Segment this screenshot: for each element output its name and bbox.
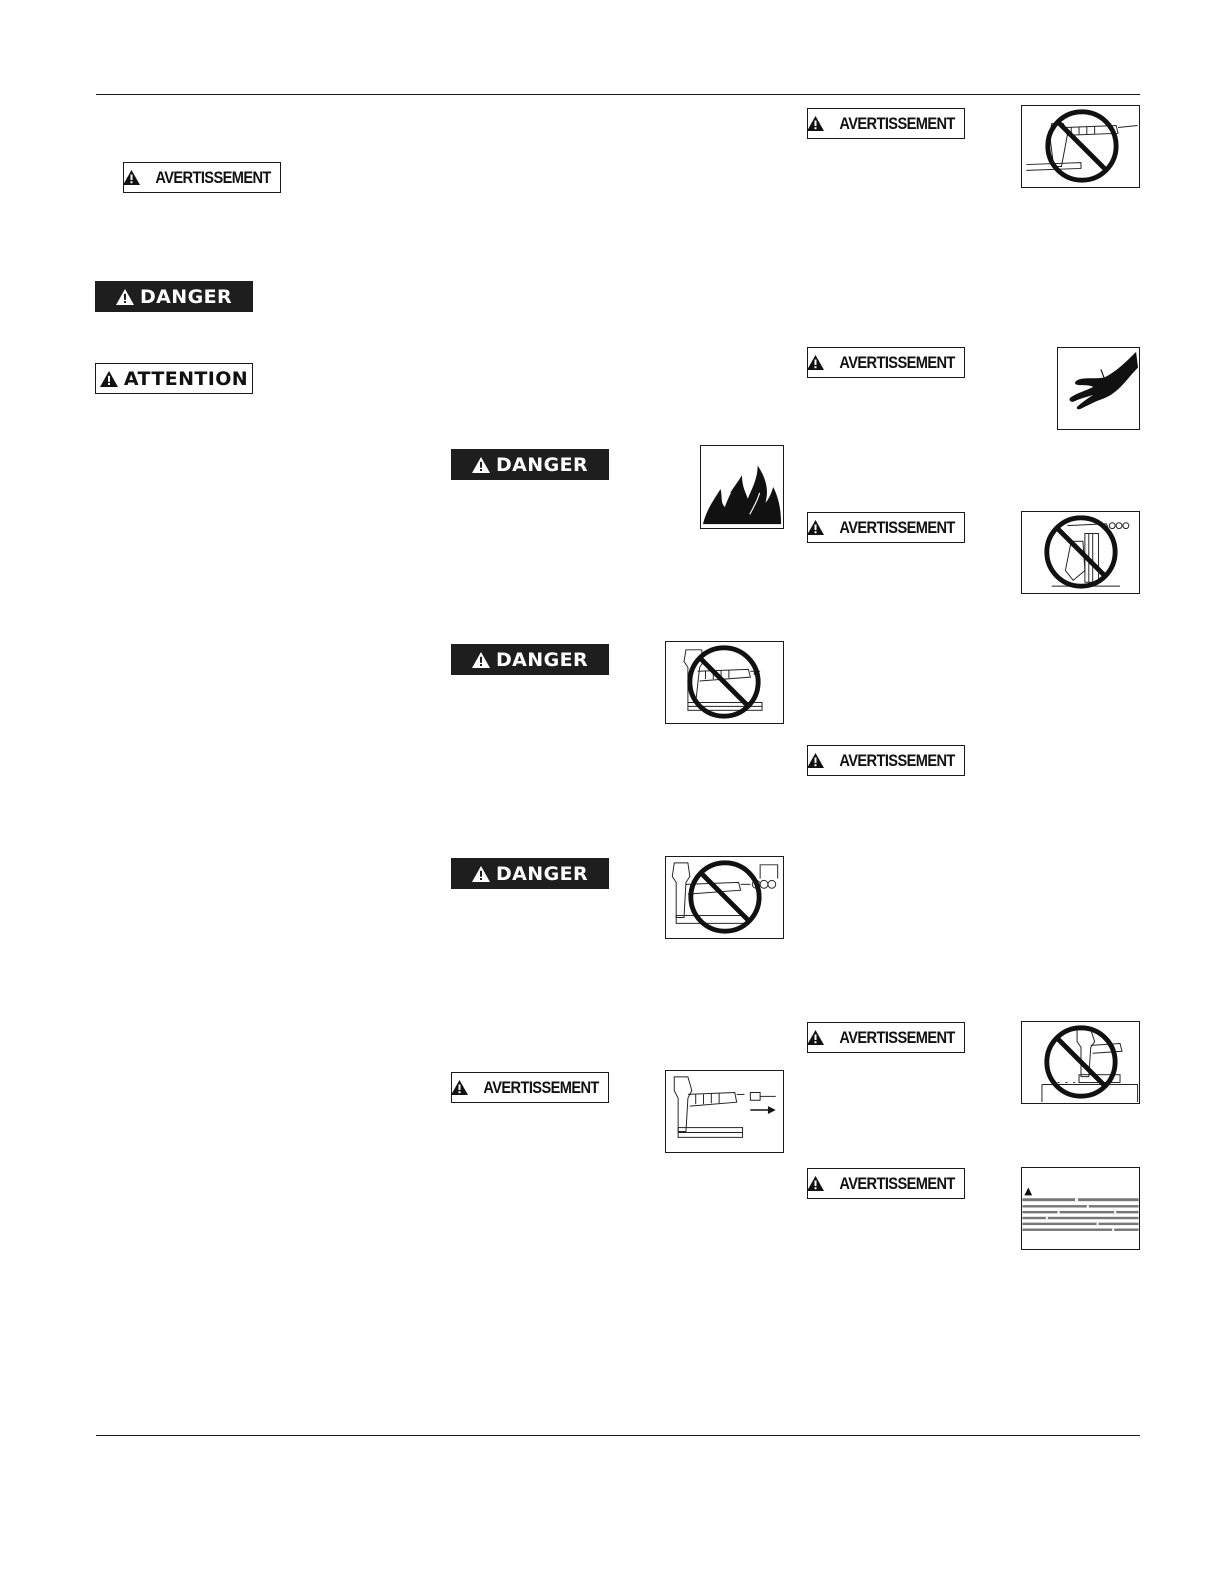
caution-label-text: ATTENTION bbox=[123, 367, 249, 390]
caution-label bbox=[95, 363, 253, 394]
warning-label-text: AVERTISSEMENT bbox=[839, 517, 956, 537]
warning-triangle-icon bbox=[807, 520, 824, 535]
warning-triangle-icon bbox=[807, 355, 824, 370]
warning-label bbox=[807, 108, 965, 139]
warning-triangle-icon bbox=[472, 652, 490, 668]
warning-label bbox=[807, 745, 965, 776]
warning-triangle-icon bbox=[123, 170, 140, 185]
warning-label-text: AVERTISSEMENT bbox=[839, 750, 956, 770]
no-symbol-icon bbox=[665, 641, 784, 724]
warning-triangle-icon bbox=[807, 753, 824, 768]
footer-rule bbox=[96, 1435, 1140, 1436]
no-symbol-icon bbox=[1021, 1021, 1140, 1104]
warning-label bbox=[807, 1022, 965, 1053]
warning-triangle-icon bbox=[116, 289, 134, 305]
warning-label-text: AVERTISSEMENT bbox=[839, 352, 956, 372]
warning-label bbox=[123, 162, 281, 193]
warning-label bbox=[807, 1168, 965, 1199]
warning-triangle-icon bbox=[451, 1080, 468, 1095]
air-disconnect-icon bbox=[665, 1070, 784, 1153]
hand-icon bbox=[1057, 347, 1140, 430]
danger-label-text: DANGER bbox=[496, 862, 588, 885]
no-symbol-icon bbox=[665, 856, 784, 939]
warning-triangle-icon bbox=[472, 457, 490, 473]
danger-label bbox=[95, 281, 253, 312]
warning-triangle-icon bbox=[807, 116, 824, 131]
warning-label-text: AVERTISSEMENT bbox=[839, 113, 956, 133]
flame-icon bbox=[700, 445, 784, 529]
warning-triangle-icon bbox=[472, 866, 490, 882]
warning-label-text: AVERTISSEMENT bbox=[483, 1077, 600, 1097]
warning-triangle-icon bbox=[807, 1030, 824, 1045]
warning-label bbox=[807, 347, 965, 378]
danger-label-text: DANGER bbox=[140, 285, 232, 308]
warning-label bbox=[451, 1072, 609, 1103]
warning-label-text: AVERTISSEMENT bbox=[155, 167, 272, 187]
danger-label bbox=[451, 858, 609, 889]
danger-label bbox=[451, 644, 609, 675]
warning-label-icon bbox=[1021, 1167, 1140, 1250]
warning-label bbox=[807, 512, 965, 543]
danger-label bbox=[451, 449, 609, 480]
danger-label-text: DANGER bbox=[496, 453, 588, 476]
warning-label-text: AVERTISSEMENT bbox=[839, 1173, 956, 1193]
header-rule bbox=[96, 94, 1140, 95]
warning-triangle-icon bbox=[807, 1176, 824, 1191]
warning-triangle-icon bbox=[100, 371, 118, 387]
danger-label-text: DANGER bbox=[496, 648, 588, 671]
no-symbol-icon bbox=[1021, 511, 1140, 594]
warning-label-text: AVERTISSEMENT bbox=[839, 1027, 956, 1047]
no-symbol-icon bbox=[1021, 105, 1140, 188]
